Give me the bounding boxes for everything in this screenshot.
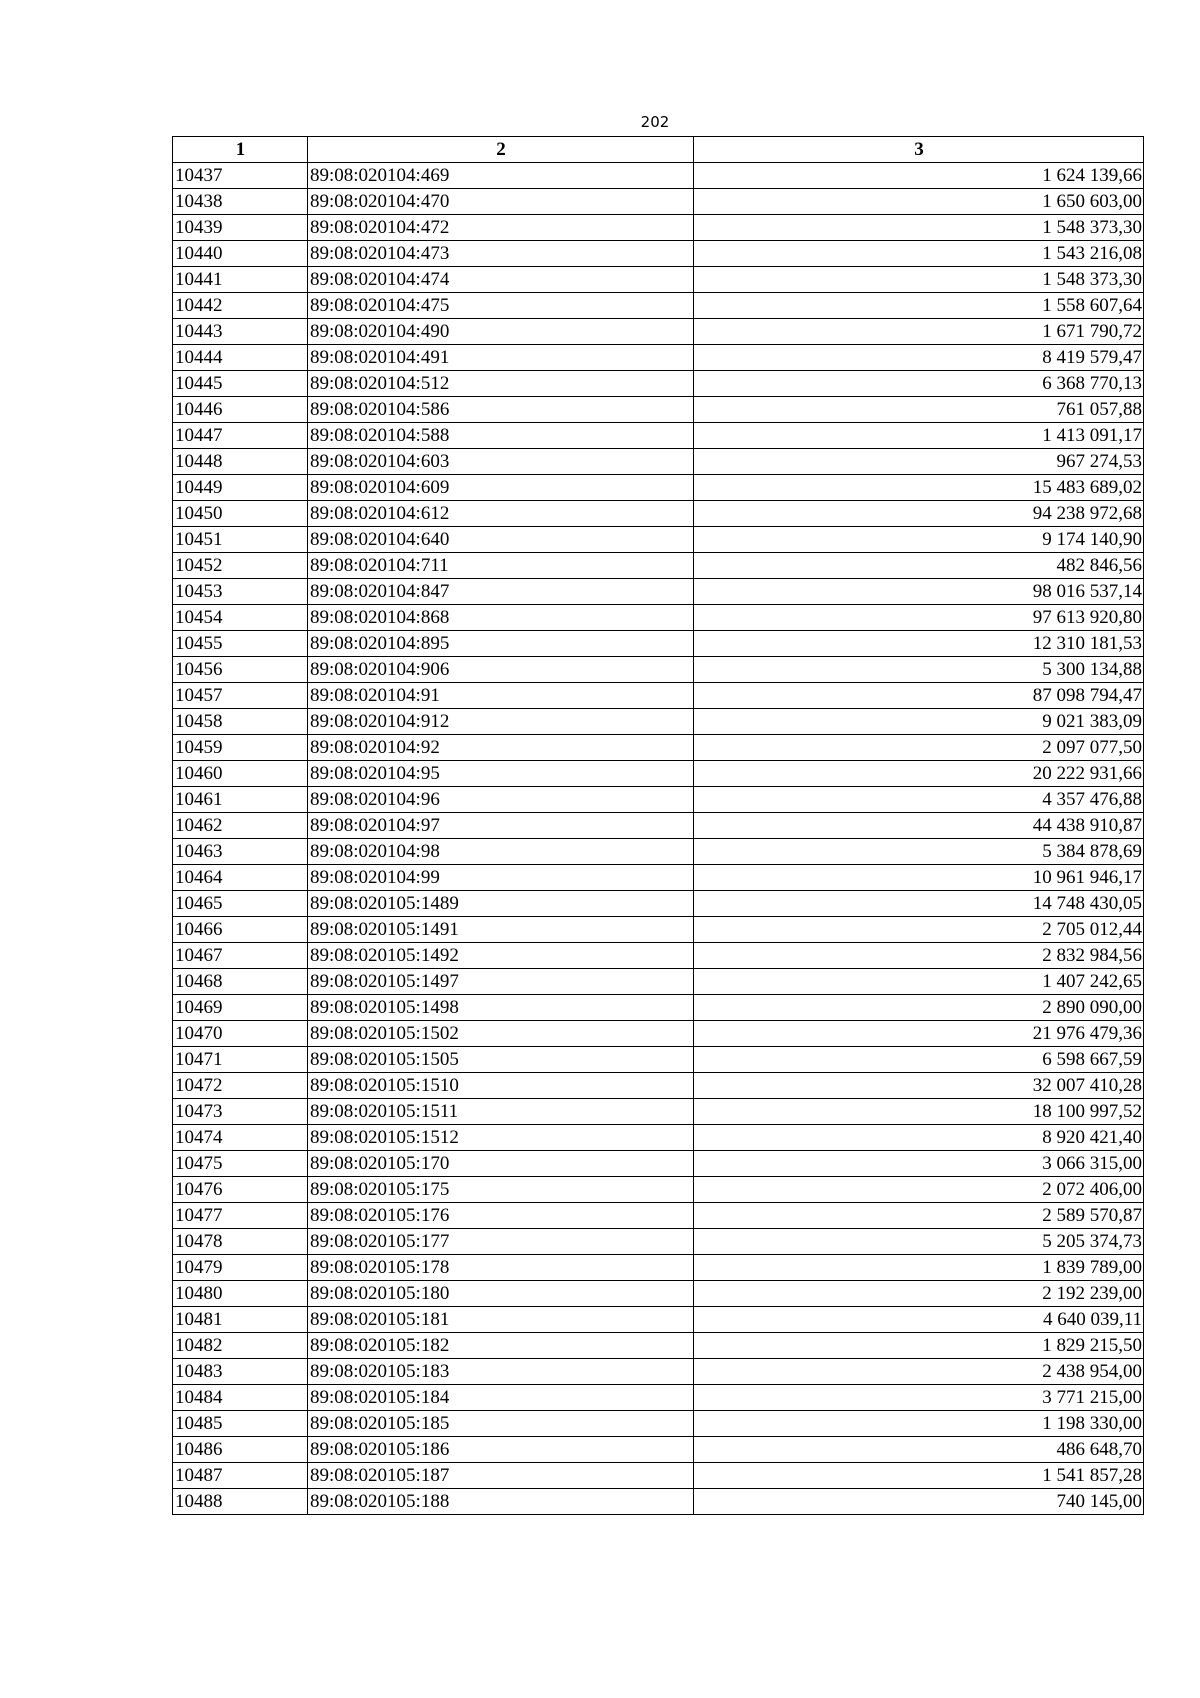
cadastral-number-cell: 89:08:020104:491	[308, 345, 694, 371]
row-number-cell: 10475	[173, 1151, 308, 1177]
row-number-cell: 10467	[173, 943, 308, 969]
cadastral-number-cell: 89:08:020104:470	[308, 189, 694, 215]
row-number-cell: 10450	[173, 501, 308, 527]
row-number-cell: 10469	[173, 995, 308, 1021]
value-cell: 2 097 077,50	[694, 735, 1144, 761]
cadastral-number-cell: 89:08:020104:588	[308, 423, 694, 449]
row-number-cell: 10441	[173, 267, 308, 293]
cadastral-number-cell: 89:08:020104:640	[308, 527, 694, 553]
column-header-3: 3	[694, 137, 1144, 163]
table-body	[173, 163, 1144, 1515]
table-row	[173, 1255, 1144, 1281]
value-cell: 1 541 857,28	[694, 1463, 1144, 1489]
row-number-cell: 10480	[173, 1281, 308, 1307]
table-row	[173, 605, 1144, 631]
row-number-cell: 10462	[173, 813, 308, 839]
row-number-cell: 10484	[173, 1385, 308, 1411]
row-number-cell: 10485	[173, 1411, 308, 1437]
row-number-cell: 10455	[173, 631, 308, 657]
cadastral-number-cell: 89:08:020104:490	[308, 319, 694, 345]
cadastral-number-cell: 89:08:020104:912	[308, 709, 694, 735]
value-cell: 1 671 790,72	[694, 319, 1144, 345]
table-row	[173, 1411, 1144, 1437]
cadastral-number-cell: 89:08:020105:1498	[308, 995, 694, 1021]
value-cell: 3 771 215,00	[694, 1385, 1144, 1411]
cadastral-number-cell: 89:08:020104:473	[308, 241, 694, 267]
table-row	[173, 631, 1144, 657]
cadastral-number-cell: 89:08:020105:188	[308, 1489, 694, 1515]
value-cell: 14 748 430,05	[694, 891, 1144, 917]
value-cell: 1 407 242,65	[694, 969, 1144, 995]
cadastral-number-cell: 89:08:020105:180	[308, 1281, 694, 1307]
table-row	[173, 1281, 1144, 1307]
value-cell: 486 648,70	[694, 1437, 1144, 1463]
table-row	[173, 995, 1144, 1021]
row-number-cell: 10477	[173, 1203, 308, 1229]
row-number-cell: 10447	[173, 423, 308, 449]
value-cell: 5 300 134,88	[694, 657, 1144, 683]
value-cell: 1 548 373,30	[694, 267, 1144, 293]
table-row	[173, 163, 1144, 189]
row-number-cell: 10466	[173, 917, 308, 943]
value-cell: 87 098 794,47	[694, 683, 1144, 709]
table-row	[173, 397, 1144, 423]
cadastral-number-cell: 89:08:020105:184	[308, 1385, 694, 1411]
value-cell: 9 021 383,09	[694, 709, 1144, 735]
cadastral-number-cell: 89:08:020105:170	[308, 1151, 694, 1177]
value-cell: 97 613 920,80	[694, 605, 1144, 631]
table-row	[173, 1463, 1144, 1489]
value-cell: 32 007 410,28	[694, 1073, 1144, 1099]
cadastral-number-cell: 89:08:020105:1510	[308, 1073, 694, 1099]
cadastral-number-cell: 89:08:020104:868	[308, 605, 694, 631]
table-row	[173, 267, 1144, 293]
cadastral-number-cell: 89:08:020104:603	[308, 449, 694, 475]
row-number-cell: 10473	[173, 1099, 308, 1125]
value-cell: 6 368 770,13	[694, 371, 1144, 397]
row-number-cell: 10446	[173, 397, 308, 423]
table-row	[173, 1333, 1144, 1359]
value-cell: 1 650 603,00	[694, 189, 1144, 215]
value-cell: 1 543 216,08	[694, 241, 1144, 267]
row-number-cell: 10448	[173, 449, 308, 475]
row-number-cell: 10487	[173, 1463, 308, 1489]
cadastral-number-cell: 89:08:020105:186	[308, 1437, 694, 1463]
table-row	[173, 813, 1144, 839]
row-number-cell: 10459	[173, 735, 308, 761]
value-cell: 15 483 689,02	[694, 475, 1144, 501]
cadastral-number-cell: 89:08:020104:609	[308, 475, 694, 501]
cadastral-number-cell: 89:08:020104:711	[308, 553, 694, 579]
row-number-cell: 10461	[173, 787, 308, 813]
value-cell: 2 890 090,00	[694, 995, 1144, 1021]
value-cell: 2 589 570,87	[694, 1203, 1144, 1229]
row-number-cell: 10465	[173, 891, 308, 917]
table-row	[173, 293, 1144, 319]
value-cell: 10 961 946,17	[694, 865, 1144, 891]
value-cell: 94 238 972,68	[694, 501, 1144, 527]
row-number-cell: 10463	[173, 839, 308, 865]
table-row	[173, 527, 1144, 553]
row-number-cell: 10444	[173, 345, 308, 371]
table-row	[173, 215, 1144, 241]
table-row	[173, 501, 1144, 527]
table-row	[173, 345, 1144, 371]
cadastral-number-cell: 89:08:020105:1511	[308, 1099, 694, 1125]
row-number-cell: 10458	[173, 709, 308, 735]
cadastral-number-cell: 89:08:020104:99	[308, 865, 694, 891]
table-row	[173, 839, 1144, 865]
table-row	[173, 1359, 1144, 1385]
row-number-cell: 10454	[173, 605, 308, 631]
row-number-cell: 10478	[173, 1229, 308, 1255]
cadastral-number-cell: 89:08:020104:98	[308, 839, 694, 865]
cadastral-number-cell: 89:08:020105:176	[308, 1203, 694, 1229]
table-row	[173, 241, 1144, 267]
cadastral-number-cell: 89:08:020104:96	[308, 787, 694, 813]
cadastral-number-cell: 89:08:020105:181	[308, 1307, 694, 1333]
cadastral-number-cell: 89:08:020104:586	[308, 397, 694, 423]
row-number-cell: 10453	[173, 579, 308, 605]
cadastral-number-cell: 89:08:020105:1512	[308, 1125, 694, 1151]
cadastral-number-cell: 89:08:020104:612	[308, 501, 694, 527]
value-cell: 1 829 215,50	[694, 1333, 1144, 1359]
cadastral-number-cell: 89:08:020104:906	[308, 657, 694, 683]
row-number-cell: 10443	[173, 319, 308, 345]
table-row	[173, 1203, 1144, 1229]
row-number-cell: 10449	[173, 475, 308, 501]
row-number-cell: 10486	[173, 1437, 308, 1463]
value-cell: 5 384 878,69	[694, 839, 1144, 865]
table-row	[173, 1047, 1144, 1073]
value-cell: 967 274,53	[694, 449, 1144, 475]
value-cell: 2 438 954,00	[694, 1359, 1144, 1385]
value-cell: 21 976 479,36	[694, 1021, 1144, 1047]
row-number-cell: 10471	[173, 1047, 308, 1073]
row-number-cell: 10470	[173, 1021, 308, 1047]
row-number-cell: 10445	[173, 371, 308, 397]
value-cell: 12 310 181,53	[694, 631, 1144, 657]
cadastral-number-cell: 89:08:020105:177	[308, 1229, 694, 1255]
table-row	[173, 319, 1144, 345]
table-row	[173, 189, 1144, 215]
table-row	[173, 709, 1144, 735]
value-cell: 3 066 315,00	[694, 1151, 1144, 1177]
row-number-cell: 10481	[173, 1307, 308, 1333]
cadastral-number-cell: 89:08:020104:847	[308, 579, 694, 605]
table-row	[173, 1073, 1144, 1099]
cadastral-number-cell: 89:08:020104:97	[308, 813, 694, 839]
table-row	[173, 449, 1144, 475]
cadastral-number-cell: 89:08:020104:92	[308, 735, 694, 761]
cadastral-number-cell: 89:08:020105:1489	[308, 891, 694, 917]
table-row	[173, 761, 1144, 787]
row-number-cell: 10457	[173, 683, 308, 709]
row-number-cell: 10488	[173, 1489, 308, 1515]
row-number-cell: 10451	[173, 527, 308, 553]
value-cell: 2 832 984,56	[694, 943, 1144, 969]
table-row	[173, 1307, 1144, 1333]
value-cell: 5 205 374,73	[694, 1229, 1144, 1255]
registry-table	[172, 136, 1144, 1515]
value-cell: 1 413 091,17	[694, 423, 1144, 449]
cadastral-number-cell: 89:08:020105:185	[308, 1411, 694, 1437]
value-cell: 8 419 579,47	[694, 345, 1144, 371]
value-cell: 2 192 239,00	[694, 1281, 1144, 1307]
row-number-cell: 10439	[173, 215, 308, 241]
cadastral-number-cell: 89:08:020104:474	[308, 267, 694, 293]
row-number-cell: 10452	[173, 553, 308, 579]
value-cell: 4 640 039,11	[694, 1307, 1144, 1333]
table-row	[173, 891, 1144, 917]
table-row	[173, 787, 1144, 813]
cadastral-number-cell: 89:08:020104:91	[308, 683, 694, 709]
row-number-cell: 10468	[173, 969, 308, 995]
table-row	[173, 1385, 1144, 1411]
cadastral-number-cell: 89:08:020105:1502	[308, 1021, 694, 1047]
table-row	[173, 423, 1144, 449]
value-cell: 1 558 607,64	[694, 293, 1144, 319]
table-header-row	[173, 137, 1144, 163]
row-number-cell: 10440	[173, 241, 308, 267]
table-row	[173, 579, 1144, 605]
value-cell: 2 705 012,44	[694, 917, 1144, 943]
cadastral-number-cell: 89:08:020104:95	[308, 761, 694, 787]
table-row	[173, 1021, 1144, 1047]
cadastral-number-cell: 89:08:020105:1497	[308, 969, 694, 995]
cadastral-number-cell: 89:08:020105:1505	[308, 1047, 694, 1073]
table-row	[173, 1489, 1144, 1515]
cadastral-number-cell: 89:08:020104:895	[308, 631, 694, 657]
row-number-cell: 10438	[173, 189, 308, 215]
value-cell: 9 174 140,90	[694, 527, 1144, 553]
table-row	[173, 475, 1144, 501]
cadastral-number-cell: 89:08:020104:512	[308, 371, 694, 397]
row-number-cell: 10476	[173, 1177, 308, 1203]
row-number-cell: 10479	[173, 1255, 308, 1281]
table-row	[173, 1099, 1144, 1125]
table-row	[173, 969, 1144, 995]
table-row	[173, 1437, 1144, 1463]
cadastral-number-cell: 89:08:020104:472	[308, 215, 694, 241]
value-cell: 98 016 537,14	[694, 579, 1144, 605]
row-number-cell: 10464	[173, 865, 308, 891]
value-cell: 482 846,56	[694, 553, 1144, 579]
value-cell: 1 839 789,00	[694, 1255, 1144, 1281]
row-number-cell: 10472	[173, 1073, 308, 1099]
table-row	[173, 865, 1144, 891]
cadastral-number-cell: 89:08:020104:475	[308, 293, 694, 319]
table-row	[173, 1151, 1144, 1177]
value-cell: 4 357 476,88	[694, 787, 1144, 813]
value-cell: 1 198 330,00	[694, 1411, 1144, 1437]
table-row	[173, 371, 1144, 397]
table-row	[173, 1125, 1144, 1151]
row-number-cell: 10456	[173, 657, 308, 683]
table-row	[173, 917, 1144, 943]
row-number-cell: 10483	[173, 1359, 308, 1385]
row-number-cell: 10482	[173, 1333, 308, 1359]
cadastral-number-cell: 89:08:020104:469	[308, 163, 694, 189]
row-number-cell: 10437	[173, 163, 308, 189]
value-cell: 1 624 139,66	[694, 163, 1144, 189]
value-cell: 740 145,00	[694, 1489, 1144, 1515]
cadastral-number-cell: 89:08:020105:1491	[308, 917, 694, 943]
column-header-2: 2	[308, 137, 694, 163]
table-row	[173, 1177, 1144, 1203]
table-row	[173, 657, 1144, 683]
table-row	[173, 683, 1144, 709]
table-row	[173, 1229, 1144, 1255]
value-cell: 761 057,88	[694, 397, 1144, 423]
table-row	[173, 553, 1144, 579]
value-cell: 2 072 406,00	[694, 1177, 1144, 1203]
cadastral-number-cell: 89:08:020105:182	[308, 1333, 694, 1359]
table-row	[173, 735, 1144, 761]
column-header-1: 1	[173, 137, 308, 163]
cadastral-number-cell: 89:08:020105:183	[308, 1359, 694, 1385]
row-number-cell: 10474	[173, 1125, 308, 1151]
cadastral-number-cell: 89:08:020105:175	[308, 1177, 694, 1203]
cadastral-number-cell: 89:08:020105:1492	[308, 943, 694, 969]
value-cell: 44 438 910,87	[694, 813, 1144, 839]
value-cell: 8 920 421,40	[694, 1125, 1144, 1151]
value-cell: 1 548 373,30	[694, 215, 1144, 241]
cadastral-number-cell: 89:08:020105:187	[308, 1463, 694, 1489]
value-cell: 6 598 667,59	[694, 1047, 1144, 1073]
cadastral-number-cell: 89:08:020105:178	[308, 1255, 694, 1281]
page-number: 202	[640, 113, 670, 131]
value-cell: 18 100 997,52	[694, 1099, 1144, 1125]
row-number-cell: 10442	[173, 293, 308, 319]
row-number-cell: 10460	[173, 761, 308, 787]
value-cell: 20 222 931,66	[694, 761, 1144, 787]
table-row	[173, 943, 1144, 969]
